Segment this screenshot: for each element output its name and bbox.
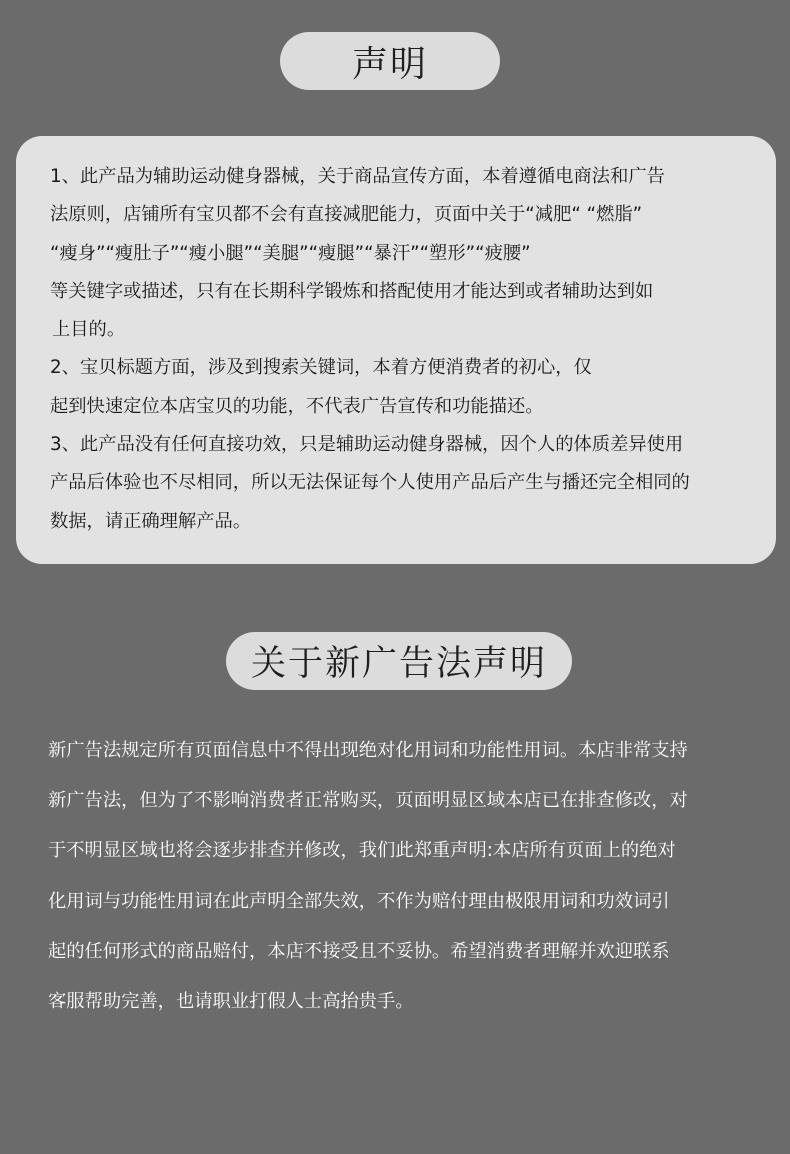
statement-title: 声明 — [351, 43, 428, 85]
statement-card — [16, 136, 776, 564]
ad-law-line: 新广告法规定所有页面信息中不得出现绝对化用词和功能性用词。本店非常支持 — [48, 740, 688, 761]
ad-law-line: 于不明显区域也将会逐步排查并修改，我们此郑重声明:本店所有页面上的绝对 — [48, 840, 676, 862]
statement-line: 法原则，店铺所有宝贝都不会有直接减肥能力，页面中关于“减肥“ “燃脂” — [50, 204, 643, 226]
ad-law-title-badge — [226, 632, 572, 690]
ad-law-text — [48, 726, 778, 1027]
statement-line: 数据，请正确理解产品。 — [50, 510, 252, 532]
ad-law-line: 起的任何形式的商品赔付，本店不接受且不妥协。希望消费者理解并欢迎联系 — [48, 940, 670, 962]
statement-line: 2、宝贝标题方面，涉及到搜索关键词，本着方便消费者的初心，仅 — [50, 357, 592, 379]
statement-line: 1、此产品为辅助运动健身器械，关于商品宣传方面，本着遵循电商法和广告 — [50, 166, 665, 187]
ad-law-line: 化用词与功能性用词在此声明全部失效，不作为赔付理由极限用词和功效词引 — [48, 890, 670, 912]
ad-law-line: 客服帮助完善，也请职业打假人士高抬贵手。 — [48, 991, 414, 1013]
ad-law-title: 关于新广告法声明 — [250, 644, 547, 684]
statement-line: 上目的。 — [52, 319, 126, 341]
statement-line: 产品后体验也不尽相同，所以无法保证每个人使用产品后产生与播还完全相同的 — [50, 472, 690, 494]
statement-line: 3、此产品没有任何直接功效，只是辅助运动健身器械，因个人的体质差异使用 — [50, 434, 684, 456]
statement-line: “瘦身”“瘦肚子”“瘦小腿”“美腿”“瘦腿”“暴汗”“塑形”“疲腰” — [50, 242, 531, 264]
ad-law-line: 新广告法，但为了不影响消费者正常购买，页面明显区域本店已在排查修改，对 — [48, 790, 688, 812]
statement-line: 等关键字或描述，只有在长期科学锻炼和搭配使用才能达到或者辅助达到如 — [50, 280, 654, 302]
statement-title-badge — [280, 32, 500, 90]
statement-line: 起到快速定位本店宝贝的功能，不代表广告宣传和功能描还。 — [50, 395, 544, 417]
